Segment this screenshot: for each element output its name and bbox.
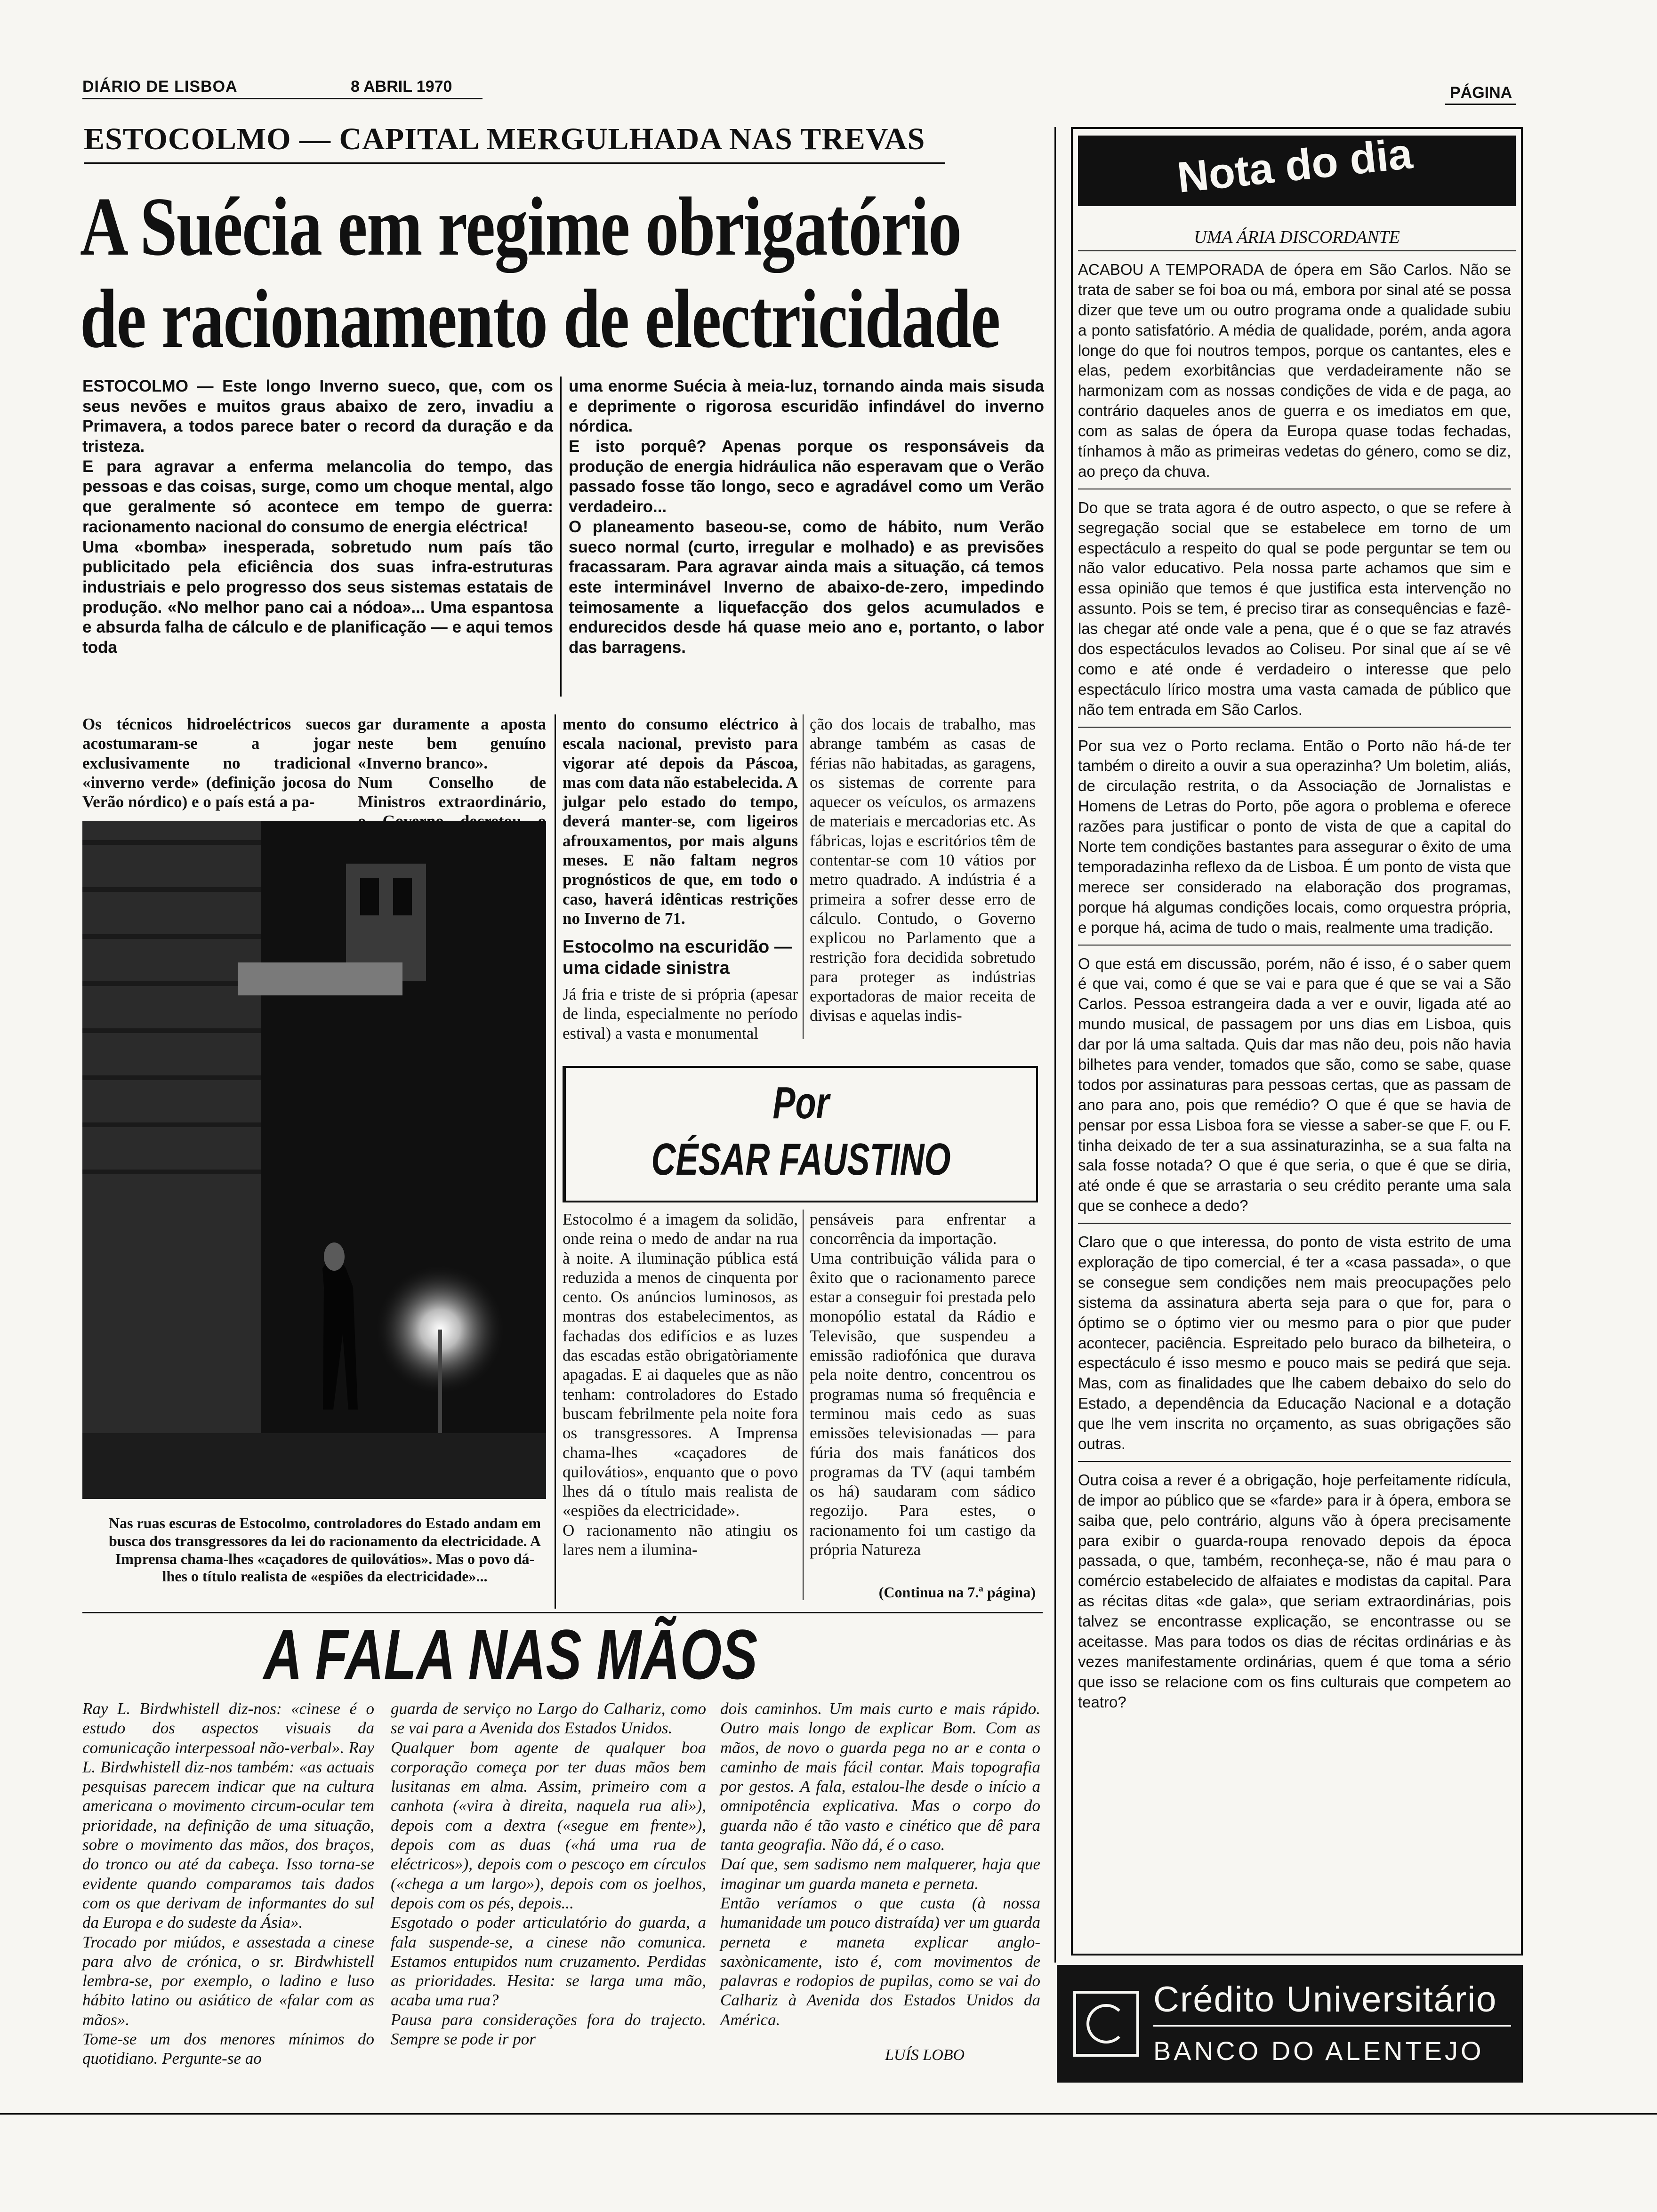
article2-headline: A FALA NAS MÃOS (264, 1615, 758, 1694)
nota-paragraph: O que está em discussão, porém, não é isso, é o saber quem é que vai, como é que se vai e para que é que se vai a São Carlos. Pessoa estrangeira dada a ver e ouvir, ligada até ao mundo musical, de passagem por uns dias em Lisboa, quis dar por lá uma saltada. Quis dar mas não deu, pois não havia bilhetes para vender, tomados que são, como se sabe, quase todos por assinaturas para pessoas certas, que as passam de ano para ano, pois que remédio? O que é que se havia de pensar por essa Lisboa fora se viesse a saber-se que F. ou F. tinha deixado de ter a sua assinaturazinha, se a sua falta na sala fosse notada? O que é que seria, o que é que se diria, até onde é que se arrastaria o seu crédito perante uma sala que se conhece a dedo? (1078, 954, 1511, 1215)
article2-col2: guarda de serviço no Largo do Calhariz, como se vai para a Avenida dos Estados Unidos. Qualquer bom agente de qualquer boa corporação começa por ter duas mãos bem lusitanas em alma. Assim, primeiro com a canhota («vira à direita, naquela rua ali»), depois com a dextra («segue em frente»), depois com as duas («há uma rua de eléctricos»), depois com o pescoço em círculos («chega a um largo»), depois com os joelhos, depois com os pés, depois... Esgotado o poder articulatório do guarda, a fala suspende-se, a cinese não comunica. Estamos entupidos num cruzamento. Perdidas as prioridades. Hesita: se larga uma mão, acaba uma rua? Pausa para considerações fora do trajecto. Sempre se pode ir por (391, 1699, 706, 2049)
nota-banner-text: Nota do dia (1175, 129, 1415, 202)
nota-divider (1078, 945, 1511, 946)
article1-body-c: mento do consumo eléctrico à escala nacional, previsto para vigorar até depois da Páscoa, mas com data não estabelecida. A julgar pelo estado do tempo, deverá manter-se, com ligeiros afrouxamentos, por mais alguns meses. E não faltam negros prognósticos de que, em todo o caso, haverá idênticas restrições no Inverno de 71. (563, 715, 798, 928)
byline-name: CÉSAR FAUSTINO (651, 1134, 951, 1185)
article1-body-e: Estocolmo é a imagem da solidão, onde reina o medo de andar na rua à noite. A iluminação pública está reduzida a menos de cinquenta por cento. Os anúncios luminosos, as montras dos estabelecimentos, as fachadas dos edifícios e as luzes das escadas estão obrigatòriamente apagadas. E ai daqueles que as não tenham: controladores do Estado buscam febrilmente pela noite fora os transgressores. A Imprensa chama-lhes «caçadores de quilovátios», enquanto que o povo lhes dá o título mais realista de «espiões da electricidade». O racionamento não atingiu os lares nem a ilumina- (563, 1210, 798, 1559)
article1-kicker: ESTOCOLMO — CAPITAL MERGULHADA NAS TREVAS (84, 122, 925, 156)
ad-line1: Crédito Universitário (1153, 1980, 1497, 2020)
article2-col3: dois caminhos. Um mais curto e mais rápido. Outro mais longo de explicar Bom. Com as mãos, de novo o guarda pega no ar e conta o caminho de mais fácil contar. Mais topografia por gestos. A fala, estalou-lhe desde o início a omnipotência explicativa. Mas o corpo do guarda não é tão vasto e cinético que dê para tanta geografia. Não dá, é o caso. Daí que, sem sadismo nem malquerer, haja que imaginar um guarda maneta e perneta. Então veríamos o que custa (à nossa humanidade um pouco distraída) ver um guarda perneta e maneta explicar anglo-saxònicamente, isto é, com movimentos de palavras e rodopios de pupilas, como se vai do Calhariz à Avenida dos Estados Unidos da América. (720, 1699, 1040, 2029)
col-divider-2 (803, 714, 804, 1039)
article1-body-b: gar duramente a aposta neste bem genuíno «Inverno branco». Num Conselho de Ministros extraordinário, (358, 715, 546, 811)
ad-rule (1153, 2025, 1511, 2027)
page-bottom-rule (0, 2113, 1657, 2115)
byline-box (563, 1066, 1038, 1202)
article2-col1: Ray L. Birdwhistell diz-nos: «cinese é o estudo dos aspectos visuais da comunicação interpessoal não-verbal». Ray L. Birdwhistell diz-nos também: «as actuais pesquisas parecem indicar que na cultura americana o movimento circum-ocular tem prioridade, na definição de uma situação, sobre o movimento das mãos, dos braços, do tronco ou até da cabeça. Isso torna-se evidente quando comparamos tais dados com os que derivam de informantes do sul da Europa e do sudeste da Ásia». Trocado por miúdos, e assestada a cinese para alvo de crónica, o sr. Birdwhistell lembra-se, por exemplo, o ladino e luso hábito latino ou asiático de «falar com as mãos». Tome-se um dos menores mínimos do quotidiano. Pergunte-se ao (82, 1699, 374, 2068)
article1-photo-caption: Nas ruas escuras de Estocolmo, controladores do Estado andam em busca dos transgressores da lei do racionamento da electricidade. A Imprensa chama-lhes «caçadores de quilovátios». Mas o povo dá-lhes o título realista de «espiões da electricidade»... (109, 1515, 541, 1585)
nota-paragraph: ACABOU A TEMPORADA de ópera em São Carlos. Não se trata de saber se foi boa ou má, embora por sinal até se possa dizer que teve um ou outro programa onde a qualidade subiu a ponto satisfatório. A média de qualidade, porém, anda agora longe do que foi noutros tempos, porque os cantantes, eles e elas, pedem exorbitâncias que verdadeiramente não se harmonizam com as nossas condições de vida e de paga, ao contrário daqueles anos de guerra e os imediatos em que, com as salas de ópera da Europa quase todas fechadas, tínhamos à mão as primeiras vedetas do género, como se diz, ao preço da chuva. (1078, 261, 1511, 480)
nota-title: UMA ÁRIA DISCORDANTE (1194, 227, 1400, 247)
masthead-rule (82, 98, 483, 99)
bank-logo-icon (1073, 1991, 1139, 2057)
article1-lead-col2: uma enorme Suécia à meia-luz, tornando ainda mais sisuda e deprimente o rigorosa escuridão infindável do inverno nórdica. E isto porquê? Apenas porque os responsáveis da produção de energia hidráulica não esperavam que o Verão passado fosse tão longo, seco e agradável como um Verão verdadeiro... O planeamento baseou-se, como de hábito, num Verão sueco normal (curto, irregular e molhado) e as previsões fracassaram. Para agravar ainda mais a situação, cá temos este interminável Inverno de abaixo-de-zero, impedindo teimosamente a liquefacção dos gelos acumulados e endurecidos desde há quase meio ano e, portanto, o labor das barragens. (569, 377, 1044, 657)
article2-signature: LUÍS LOBO (885, 2046, 965, 2064)
article1-headline-line1: A Suécia em regime obrigatório (80, 180, 961, 273)
nota-paragraph: Claro que o que interessa, do ponto de vista estrito de uma exploração de tipo comercial, é ter a «casa passada», o que se consegue sem condições nem mais preocupações pelo sistema da assinatura aberta seja para o que for, para o óptimo se o óptimo vier ou mesmo para o pior que puder acontecer, paciência. Espreitado pelo buraco da bilheteira, o espectáculo é isso mesmo e pouco mais se pedirá que seja. Mas, com as finalidades que lhe cabem debaixo do selo do Estado, a dependência da Educação Nacional e a dotação que lhe vem inscrita no orçamento, as suas obrigações são outras. (1078, 1233, 1511, 1452)
ad-banner (1057, 1965, 1523, 2083)
article1-body-d: ção dos locais de trabalho, mas abrange também as casas de férias não habitadas, as garagens, os sistemas de corrente para aquecer os veículos, os armazens de materiais e mercadorias etc. As fábricas, lojas e escritórios têm de contentar-se com 10 vátios por metro quadrado. A indústria é a primeira a sofrer desse erro de cálculo. Contudo, o Governo explicou no Parlamento que a restrição fora decidida sobretudo para proteger as indústrias exportadoras de maior receita de divisas e aquelas indis- (810, 715, 1036, 1025)
main-sidebar-divider (1054, 127, 1056, 1963)
masthead-paper: DIÁRIO DE LISBOA (82, 78, 238, 96)
article1-body-f: pensáveis para enfrentar a concorrência da importação. Uma contribuição válida para o êxito que o racionamento parece estar a conseguir foi prestada pelo monopólio estatal da Rádio e Televisão, que suspendeu a emissão radiofónica que durava pela noite dentro, concentrou os programas numa só frequência e terminou mais cedo as suas emissões televisionadas — para fúria dos mais fanáticos dos programas da TV (aqui também os há) saudaram com sádico regozijo. Para estes, o racionamento foi um castigo da própria Natureza (810, 1210, 1036, 1559)
nota-banner (1078, 129, 1516, 206)
article1-lead-col1: ESTOCOLMO — Este longo Inverno sueco, que, com os seus nevões e muitos graus abaixo de zero, invadiu a Primavera, a todos parece bater o record da duração e da tristeza. E para agravar a enferma melancolia do tempo, das pessoas e das coisas, surge, como um choque mental, algo que geralmente só acontece em tempo de guerra: racionamento nacional do consumo de energia eléctrica! Uma «bomba» inesperada, sobretudo num país tão publicitado pela eficiência dos suas infra-estruturas industriais e pelo progresso dos seus sistemas estatais de produção. «No melhor pano cai a nódoa»... Uma espantosa e absurda falha de cálculo e de planificação — e aqui temos toda (82, 377, 553, 657)
nota-divider (1078, 1461, 1511, 1462)
article-separator (82, 1612, 1043, 1613)
byline-prefix: Por (772, 1078, 829, 1128)
lead-divider (560, 377, 562, 697)
nota-body (1078, 260, 1511, 1715)
masthead-date: 8 ABRIL 1970 (351, 78, 452, 96)
nota-paragraph: Do que se trata agora é de outro aspecto, o que se refere à segregação social que se estabelece em torno de um espectáculo a respeito do qual se pode perguntar se tem ou não valor educativo. Pela nossa parte achamos que sim e essa opinião que temos é que justifica esta intervenção no assunto. Pois se tem, é preciso tirar as consequências e fazê-las chegar até onde vale a pena, que é o que se faz através dos espectáculos levados ao Coliseu. Por sinal que aí se vê como e até onde é verdadeiro o interesse que pelo espectáculo lírico mostra uma vasta camada de público que não tem entrada em São Carlos. (1078, 498, 1511, 718)
article1-body-a: Os técnicos hidroeléctricos suecos acostumaram-se a jogar exclusivamente no tradicional «inverno verde» (definição jocosa do Verão nórdico) e o país está a pa- (82, 715, 351, 811)
masthead-rule-right (1445, 104, 1516, 105)
masthead-page-label: PÁGINA (1450, 84, 1512, 102)
nota-divider (1078, 1223, 1511, 1224)
article1-subhead: Estocolmo na escuridão — uma cidade sinistra (563, 937, 792, 978)
col-divider-1 (555, 714, 556, 1609)
article1-continued: (Continua na 7.ª página) (878, 1584, 1036, 1601)
article1-headline-line2: de racionamento de electricidade (80, 272, 1000, 365)
ad-line2: BANCO DO ALENTEJO (1153, 2036, 1484, 2066)
nota-title-rule (1078, 250, 1516, 251)
kicker-underline (84, 162, 945, 164)
article1-photo (82, 821, 546, 1499)
nota-divider (1078, 727, 1511, 728)
col-divider-3 (803, 1210, 804, 1600)
night-street-illustration (82, 821, 546, 1499)
nota-paragraph: Outra coisa a rever é a obrigação, hoje perfeitamente ridícula, de impor ao público que se «farde» para ir à ópera, embora se saiba que, pelo contrário, alguns vão à ópera precisamente para exibir o guarda-roupa renovado depois da época passada, o que, também, reconheça-se, não é mau para o comércio estabelecido de alfaiates e modistas da capital. Para as récitas ditas «de gala», que seriam extraordinárias, pois talvez se encontrasse explicação, se encontrasse ou se aceitasse. Mas para todos os dias de récitas ordinárias e às vezes manifestamente ordinárias, quem é que toma a sério que isso se relacione com os fins culturais que competem ao teatro? (1078, 1471, 1511, 1711)
article1-body-c2: Já fria e triste de si própria (apesar de linda, especialmente no período estival) a vasta e monumental (563, 985, 798, 1042)
nota-paragraph: Por sua vez o Porto reclama. Então o Porto não há-de ter também o direito a ouvir a sua operazinha? Um boletim, aliás, de circulação restrita, o da Associação de Jornalistas e Homens de Letras do Porto, põe agora o problema e oferece razões para justificar o ponto de vista de que a capital do Norte tem condições bastantes para assegurar o êxito de uma temporadazinha reflexo da de Lisboa. É um ponto de vista que merece ser considerado na elaboração dos programas, porque há algumas condições locais, como orquestra própria, e porque há, acima de tudo o mais, realmente uma tradição. (1078, 737, 1511, 936)
